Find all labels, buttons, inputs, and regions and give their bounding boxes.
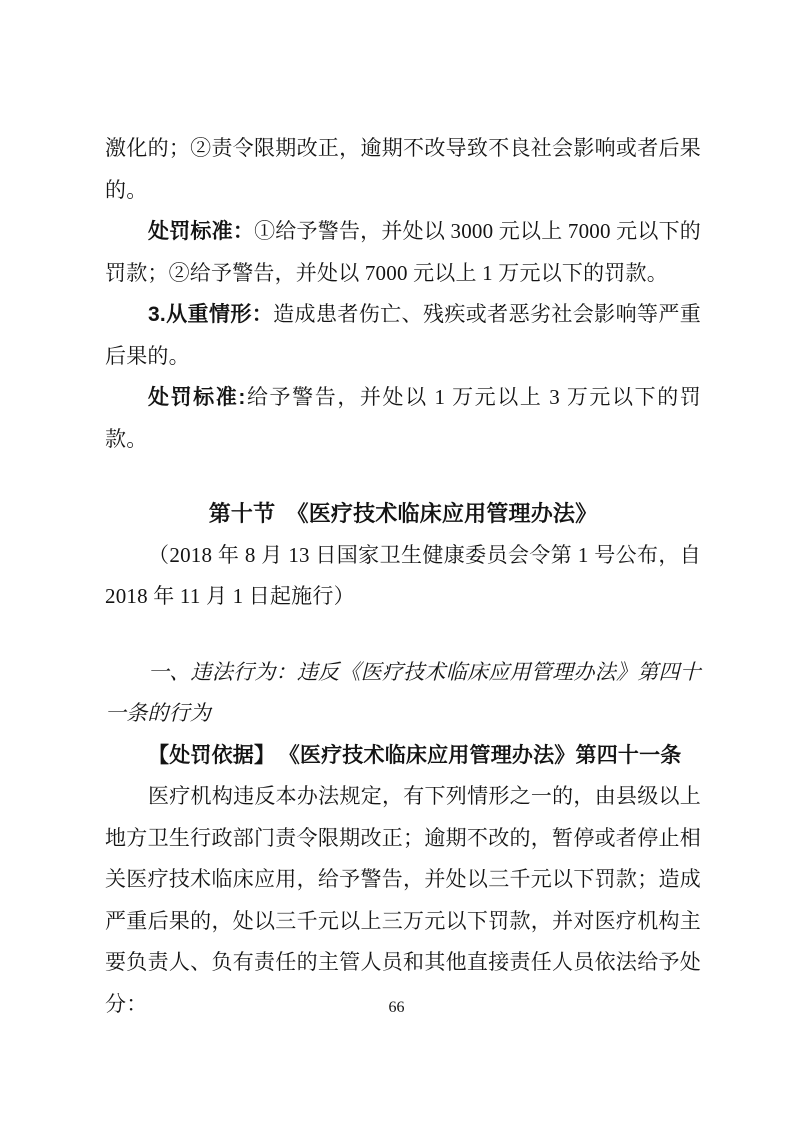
section-heading: 第十节 《医疗技术临床应用管理办法》 (208, 501, 598, 526)
paragraph-text: 给予警告，并处以 1 万元以上 3 万元以下的罚款。 (105, 385, 701, 451)
paragraph-text: ①给予警告，并处以 3000 元以上 7000 元以下的罚款；②给予警告，并处以 7000 元以上 1 万元以下的罚款。 (105, 219, 702, 285)
paragraph-carryover (105, 128, 701, 211)
paragraph-aggravated-circumstances (105, 294, 701, 377)
document-body (105, 128, 701, 1025)
paragraph-text: 医疗机构违反本办法规定，有下列情形之一的，由县级以上地方卫生行政部门责令限期改正；逾期不改的，暂停或者停止相关医疗技术临床应用，给予警告，并处以三千元以下罚款；造成严重后果的，处以三千元以上三万元以下罚款，并对医疗机构主要负责人、负有责任的主管人员和其他直接责任人员依法给予处分： (105, 784, 701, 1016)
page-number: 66 (388, 999, 405, 1016)
penalty-basis-label: 【处罚依据】 (148, 743, 276, 767)
penalty-standard-label: 处罚标准： (148, 220, 255, 243)
penalty-standard-label: 处罚标准: (148, 386, 246, 409)
paragraph-penalty-standard-1 (105, 211, 701, 294)
paragraph-penalty-standard-2 (105, 377, 701, 460)
aggravated-label: 3.从重情形： (148, 303, 274, 326)
paragraph-text: 《医疗技术临床应用管理办法》第四十一条 (289, 743, 682, 767)
paragraph-text: 激化的；②责令限期改正，逾期不改导致不良社会影响或者后果的。 (105, 136, 701, 202)
paragraph-article-text (105, 776, 701, 1025)
paragraph-text: 一、违法行为：违反《医疗技术临床应用管理办法》第四十一条的行为 (105, 659, 701, 725)
paragraph-text: （2018 年 8 月 13 日国家卫生健康委员会令第 1 号公布，自 2018 年 11 月 1 日起施行） (105, 542, 701, 608)
paragraph-text: 造成患者伤亡、残疾或者恶劣社会影响等严重后果的。 (105, 302, 701, 368)
paragraph-illegal-act (105, 652, 701, 735)
paragraph-penalty-basis (105, 735, 701, 777)
paragraph-promulgation (105, 535, 701, 618)
